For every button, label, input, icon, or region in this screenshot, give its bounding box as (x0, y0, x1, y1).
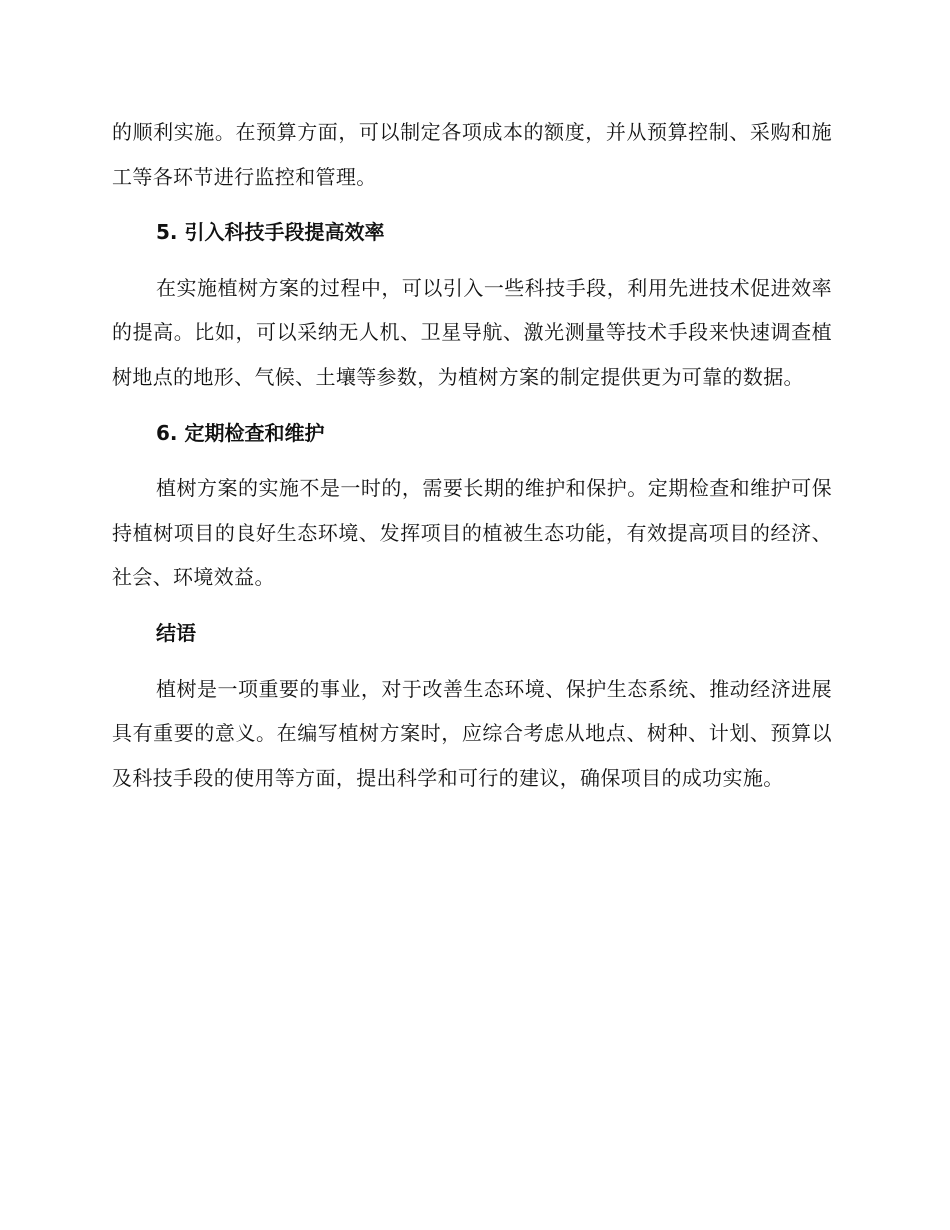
document-body (112, 110, 832, 800)
section-heading-maintenance: 6. 定期检查和维护 (156, 420, 325, 445)
paragraph-technology: 在实施植树方案的过程中，可以引入一些科技手段，利用先进技术促进效率的提高。比如，可以采纳无人机、卫星导航、激光测量等技术手段来快速调查植树地点的地形、气候、土壤等参数，为植树方案的制定提供更为可靠的数据。 (112, 275, 832, 389)
paragraph-budget-continuation: 的顺利实施。在预算方面，可以制定各项成本的额度，并从预算控制、采购和施工等各环节进行监控和管理。 (112, 120, 832, 189)
section-heading-technology: 5. 引入科技手段提高效率 (156, 220, 385, 245)
paragraph-maintenance: 植树方案的实施不是一时的，需要长期的维护和保护。定期检查和维护可保持植树项目的良好生态环境、发挥项目的植被生态功能，有效提高项目的经济、社会、环境效益。 (112, 476, 832, 590)
paragraph-conclusion: 植树是一项重要的事业，对于改善生态环境、保护生态系统、推动经济进展具有重要的意义。在编写植树方案时，应综合考虑从地点、树种、计划、预算以及科技手段的使用等方面，提出科学和可行的建议，确保项目的成功实施。 (112, 676, 832, 790)
section-heading-conclusion: 结语 (156, 620, 196, 645)
